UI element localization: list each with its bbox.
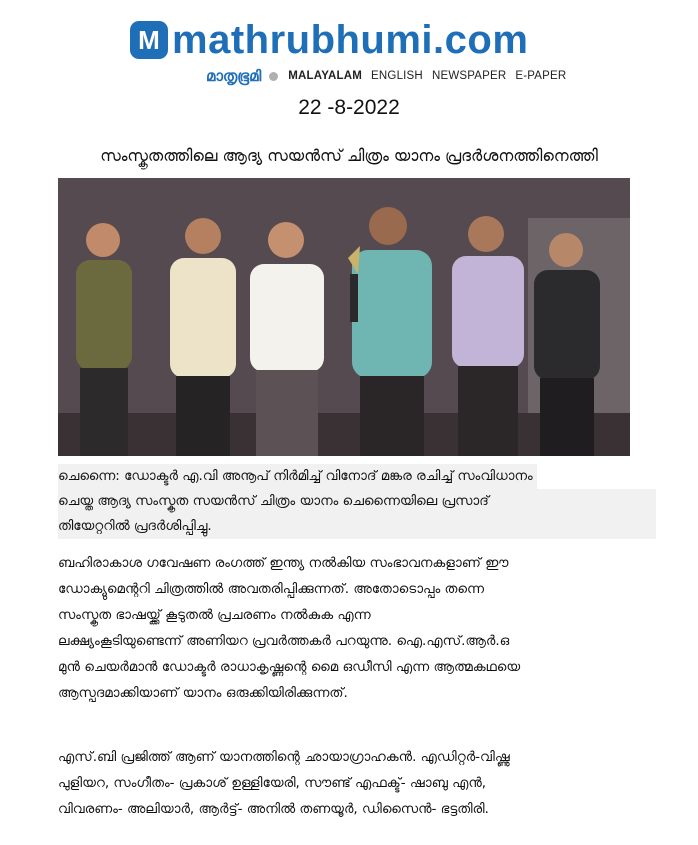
paragraph-line: മുൻ ചെയർമാൻ ഡോക്ടർ രാധാകൃഷ്ണന്റെ മൈ ഒഡീസി എന്ന ആത്മകഥയെ xyxy=(58,659,521,675)
paragraph-line: വിവരണം- അലിയാർ, ആർട്ട്- അനിൽ തണയൂർ, ഡിസൈൻ- ഭട്ടതിരി. xyxy=(58,801,489,817)
masthead xyxy=(0,12,698,92)
nav-malayalam[interactable]: MALAYALAM xyxy=(288,70,363,82)
publication-date: 22 -8-2022 xyxy=(298,96,400,119)
nav-newspaper[interactable]: NEWSPAPER xyxy=(431,70,507,82)
site-name: mathrubhumi.com xyxy=(172,18,529,62)
article-paragraph-1 xyxy=(58,550,658,706)
caption-line-1: ചെന്നൈ: ഡോക്ടർ എ.വി അനൂപ് നിർമിച്ച് വിനോദ് മങ്കര രചിച്ച് സംവിധാനം xyxy=(58,464,537,489)
paragraph-line: ലക്ഷ്യംകൂടിയുണ്ടെന്ന് അണിയറ പ്രവർത്തകർ പറയുന്നു. ഐ.എസ്.ആർ.ഒ xyxy=(58,633,510,649)
malayalam-logo[interactable]: മാതൃഭൂമി xyxy=(206,67,262,85)
site-logo[interactable] xyxy=(130,18,528,62)
nav-epaper[interactable]: E-PAPER xyxy=(515,70,567,82)
nav-english[interactable]: ENGLISH xyxy=(371,70,423,82)
paragraph-line: സംസ്കൃത ഭാഷയ്ക്ക് കൂടുതൽ പ്രചരണം നൽകുക എന്ന xyxy=(58,607,371,623)
separator-dot-icon xyxy=(269,72,278,81)
paragraph-line: ബഹിരാകാശ ഗവേഷണ രംഗത്ത് ഇന്ത്യ നൽകിയ സംഭാവനകളാണ് ഈ xyxy=(58,555,509,571)
photo-caption xyxy=(58,464,658,539)
paragraph-line: എസ്.ബി പ്രജിത്ത് ആണ് യാനത്തിന്റെ ഛായാഗ്രാഹകൻ. എഡിറ്റർ-വിഷ്ണു xyxy=(58,749,510,765)
article-photo xyxy=(58,178,630,456)
photo-illustration xyxy=(58,178,630,456)
paragraph-line: പുളിയറ, സംഗീതം- പ്രകാശ് ഉള്ളിയേരി, സൗണ്ട് എഫക്ട്- ഷാബു എൻ, xyxy=(58,775,487,791)
article-headline: സംസ്കൃതത്തിലെ ആദ്യ സയൻസ് ചിത്രം യാനം പ്രദർശനത്തിനെത്തി xyxy=(100,146,598,165)
article-paragraph-2 xyxy=(58,744,658,822)
logo-badge: M xyxy=(130,21,168,59)
caption-line-2: ചെയ്ത ആദ്യ സംസ്കൃത സയൻസ് ചിത്രം യാനം ചെന്നൈയിലെ പ്രസാദ് xyxy=(58,489,656,514)
top-nav xyxy=(206,66,575,86)
paragraph-line: ആസ്പദമാക്കിയാണ് യാനം ഒരുക്കിയിരിക്കുന്നത്. xyxy=(58,685,348,701)
caption-line-3: തിയേറ്ററിൽ പ്രദർശിപ്പിച്ചു. xyxy=(58,514,656,539)
paragraph-line: ഡോക്യുമെന്ററി ചിത്രത്തിൽ അവതരിപ്പിക്കുന്നത്. അതോടൊപ്പം തന്നെ xyxy=(58,581,485,597)
